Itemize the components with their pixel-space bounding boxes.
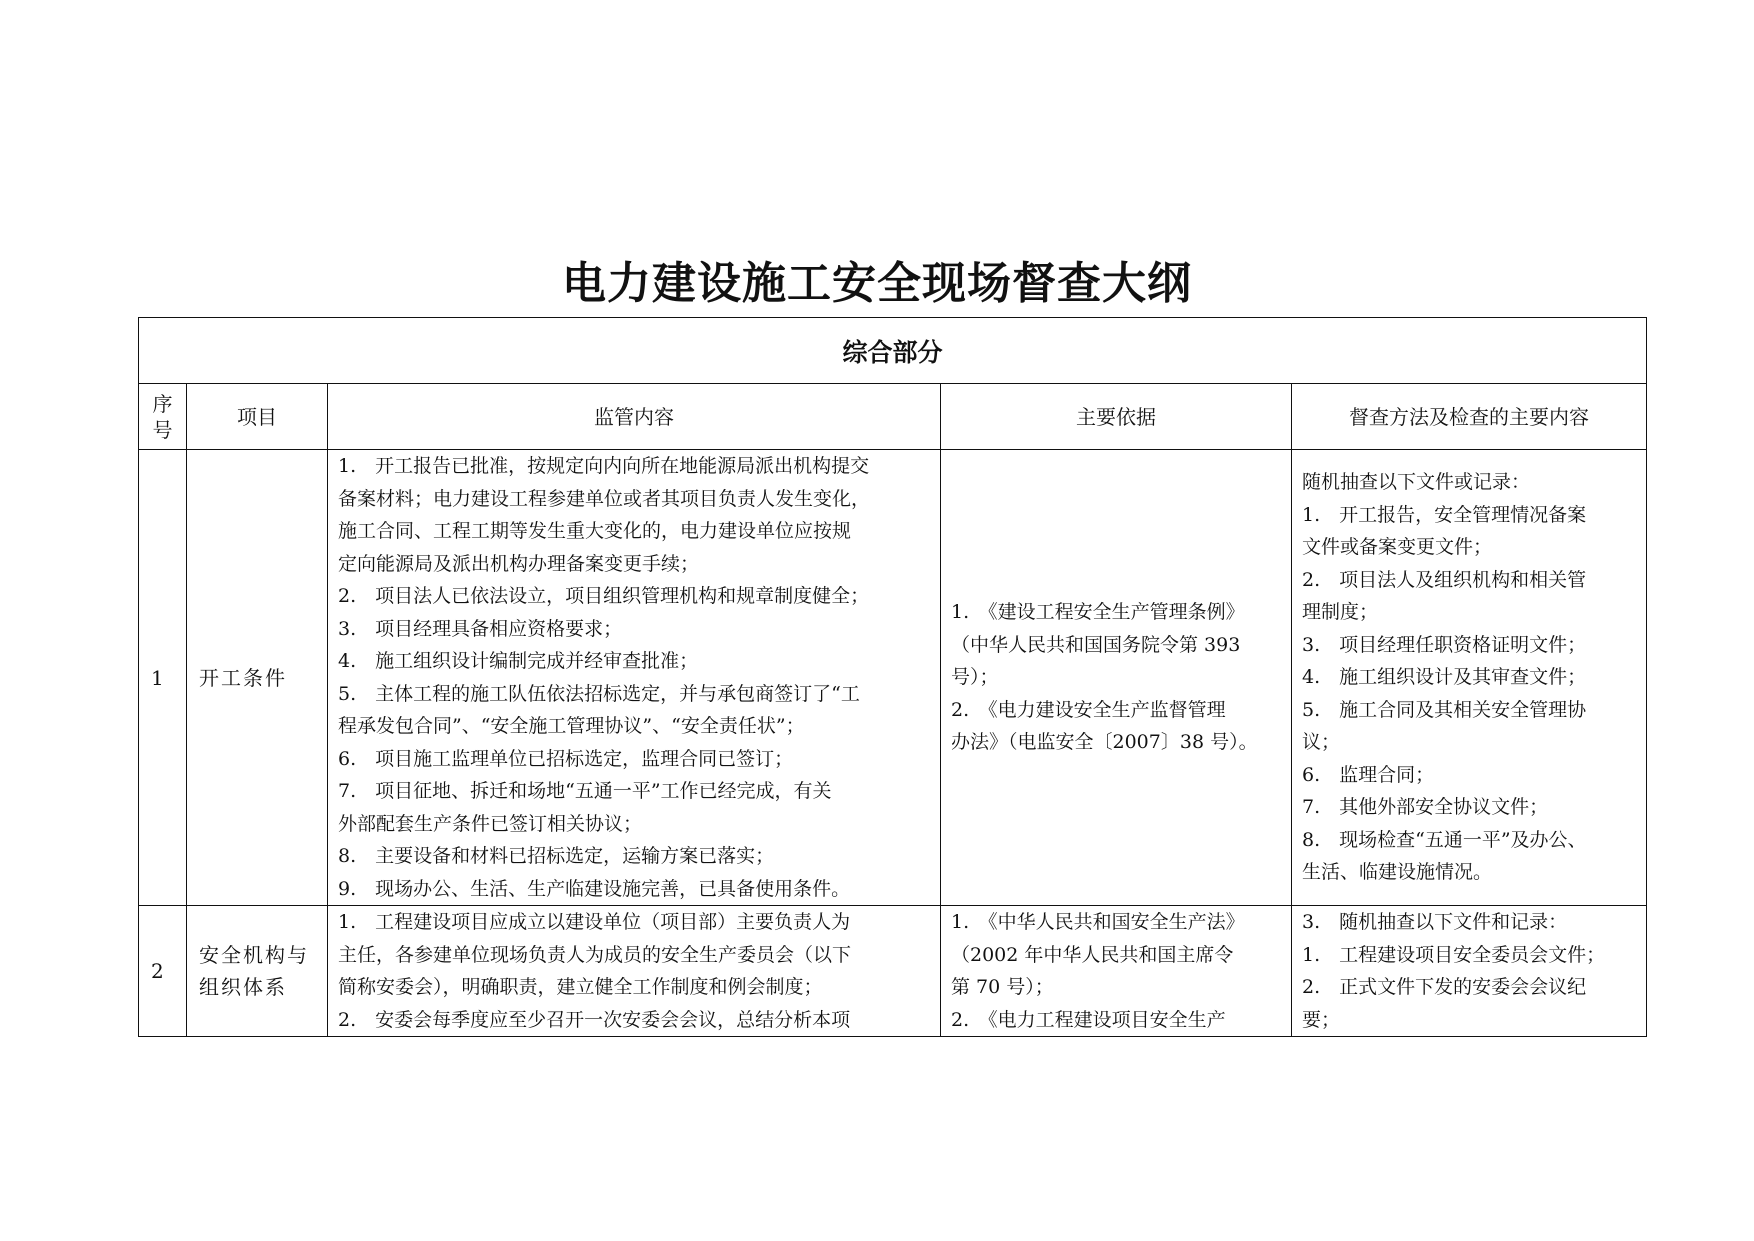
text-line: 2. 项目法人及组织机构和相关管 (1302, 568, 1587, 591)
text-line: 定向能源局及派出机构办理备案变更手续； (338, 552, 700, 575)
text-line: 随机抽查以下文件或记录： (1302, 471, 1531, 494)
text-line: 程承发包合同”、“安全施工管理协议”、“安全责任状”； (338, 715, 805, 737)
table-row (139, 906, 1647, 1037)
header-seq (139, 384, 187, 450)
text-line: （2002 年中华人民共和国主席令 (951, 943, 1234, 966)
text-line: 4. 施工组织设计及其审查文件； (1302, 666, 1587, 689)
text-line: 第 70 号）； (951, 976, 1054, 998)
header-seq-line: 号 (152, 417, 173, 442)
text-line: 6. 项目施工监理单位已招标选定，监理合同已签订； (338, 747, 794, 770)
text-line: 7. 项目征地、拆迁和场地“五通一平”工作已经完成，有关 (338, 780, 832, 802)
text-line: 5. 主体工程的施工队伍依法招标选定，并与承包商签订了“工 (338, 682, 860, 705)
text-line: 简称安委会），明确职责，建立健全工作制度和例会制度； (338, 976, 823, 998)
supervision-outline-table (138, 317, 1647, 1037)
header-seq-line: 序 (152, 391, 173, 416)
text-line: 5. 施工合同及其相关安全管理协 (1302, 698, 1587, 721)
header-method: 督查方法及检查的主要内容 (1292, 384, 1647, 450)
item-line: 安全机构与 (199, 943, 309, 967)
text-line: 办法》（电监安全〔2007〕38 号）。 (951, 731, 1258, 754)
text-line: 6. 监理合同； (1302, 763, 1435, 786)
row-supervision (328, 906, 941, 1037)
text-line: 2. 《电力工程建设项目安全生产 (951, 1008, 1226, 1031)
text-line: 3. 项目经理任职资格证明文件； (1302, 633, 1587, 656)
section-row (139, 318, 1647, 384)
text-line: 2. 项目法人已依法设立，项目组织管理机构和规章制度健全； (338, 585, 870, 607)
text-line: 4. 施工组织设计编制完成并经审查批准； (338, 650, 699, 672)
text-line: 2. 正式文件下发的安委会会议纪 (1302, 976, 1587, 998)
text-line: 7. 其他外部安全协议文件； (1302, 796, 1549, 819)
header-supervision: 监管内容 (328, 384, 941, 450)
text-line: 外部配套生产条件已签订相关协议； (338, 812, 643, 835)
text-line: 生活、临建设施情况。 (1302, 861, 1493, 884)
text-line: 9. 现场办公、生活、生产临建设施完善，已具备使用条件。 (338, 877, 851, 900)
text-line: 备案材料；电力建设工程参建单位或者其项目负责人发生变化， (338, 487, 871, 510)
text-line: 1. 工程建设项目安全委员会文件； (1302, 943, 1606, 966)
text-line: 1. 《中华人民共和国安全生产法》 (951, 911, 1245, 933)
row-seq: 2 (139, 906, 187, 1037)
text-line: 8. 现场检查“五通一平”及办公、 (1302, 828, 1587, 851)
text-line: （中华人民共和国国务院令第 393 (951, 633, 1241, 656)
text-line: 8. 主要设备和材料已招标选定，运输方案已落实； (338, 845, 775, 867)
row-method (1292, 450, 1647, 906)
header-row (139, 384, 1647, 450)
text-line: 1. 《建设工程安全生产管理条例》 (951, 601, 1245, 624)
header-basis: 主要依据 (941, 384, 1292, 450)
header-item: 项目 (187, 384, 328, 450)
text-line: 3. 随机抽查以下文件和记录： (1302, 911, 1568, 933)
item-line: 组织体系 (199, 975, 287, 999)
row-basis (941, 906, 1292, 1037)
text-line: 要； (1302, 1008, 1341, 1031)
table-row (139, 450, 1647, 906)
text-line: 议； (1302, 731, 1341, 754)
text-line: 2. 安委会每季度应至少召开一次安委会会议，总结分析本项 (338, 1008, 851, 1031)
text-line: 号）； (951, 666, 999, 689)
row-item (187, 450, 328, 906)
text-line: 理制度； (1302, 601, 1379, 624)
text-line: 3. 项目经理具备相应资格要求； (338, 617, 623, 640)
text-line: 1. 开工报告，安全管理情况备案 (1302, 503, 1587, 526)
text-line: 文件或备案变更文件； (1302, 536, 1493, 559)
document-title: 电力建设施工安全现场督查大纲 (562, 258, 1192, 309)
section-title: 综合部分 (139, 318, 1647, 384)
row-basis (941, 450, 1292, 906)
row-method (1292, 906, 1647, 1037)
row-supervision (328, 450, 941, 906)
item-line: 开工条件 (199, 665, 287, 690)
text-line: 主任，各参建单位现场负责人为成员的安全生产委员会（以下 (338, 943, 852, 966)
text-line: 2. 《电力建设安全生产监督管理 (951, 698, 1226, 721)
row-seq: 1 (139, 450, 187, 906)
text-line: 施工合同、工程工期等发生重大变化的，电力建设单位应按规 (338, 520, 852, 542)
row-item (187, 906, 328, 1037)
text-line: 1. 工程建设项目应成立以建设单位（项目部）主要负责人为 (338, 911, 851, 933)
text-line: 1. 开工报告已批准，按规定向内向所在地能源局派出机构提交 (338, 455, 870, 477)
